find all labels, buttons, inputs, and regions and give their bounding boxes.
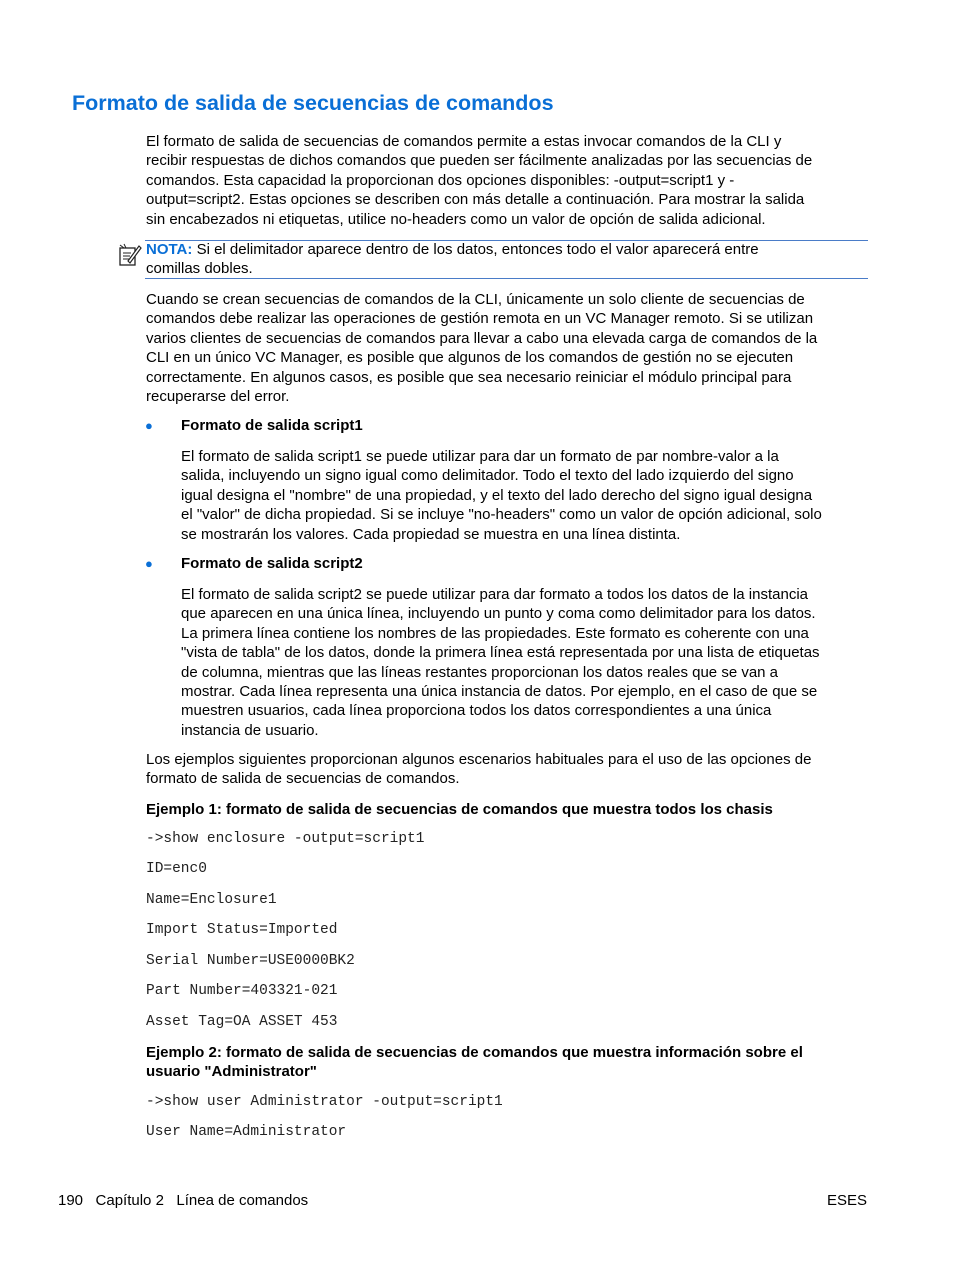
note-body: Si el delimitador aparece dentro de los datos, entonces todo el valor aparecerá entre comillas dobles.	[146, 241, 759, 278]
bullet-text-script1: El formato de salida script1 se puede utilizar para dar un formato de par nombre-valor a la salida, incluyendo un signo igual como delimitador. Todo el texto del lado izquierdo del signo igual designa el "nombre" de una propiedad, y el texto del lado derecho del signo igual designa el "valor" de dicha propiedad. Si se incluye "no-headers" como un valor de opción adicional, solo se mostrarán los valores. Cada propiedad se muestra en una línea distinta.	[181, 448, 822, 543]
code-line: ID=enc0	[146, 861, 207, 877]
cli-scripting-paragraph: Cuando se crean secuencias de comandos de la CLI, únicamente un solo cliente de secuencias de comandos debe realizar las operaciones de gestión remota en un VC Manager remoto. Si se utilizan varios clientes de secuencias de comandos para llevar a cabo una elevada carga de comandos de la CLI en un único VC Manager, es posible que algunos de los comandos de gestión no se ejecuten correctamente. En algunos casos, es posible que sea necesario reiniciar el módulo principal para recuperarse del error.	[146, 291, 818, 406]
bullet-marker: ●	[145, 556, 153, 571]
bullet-marker: ●	[145, 418, 153, 433]
note-pencil-icon	[118, 243, 142, 267]
note-label: NOTA:	[146, 241, 193, 258]
section-heading: Formato de salida de secuencias de comandos	[72, 91, 554, 115]
examples-intro-paragraph: Los ejemplos siguientes proporcionan algunos escenarios habituales para el uso de las opciones de formato de salida de secuencias de comandos.	[146, 751, 812, 788]
note-box	[116, 239, 868, 279]
bullet-title-script2: Formato de salida script2	[181, 555, 363, 572]
intro-paragraph: El formato de salida de secuencias de comandos permite a estas invocar comandos de la CLI y recibir respuestas de dichos comandos que pueden ser fácilmente analizadas por las secuencias de comandos. Esta capacidad la proporcionan dos opciones disponibles: -output=script1 y - output=script2. Estas opciones se describen con más detalle a continuación. Para mostrar la salida sin encabezados ni etiquetas, utilice no-headers como un valor de opción de salida adicional.	[146, 133, 813, 228]
example1-title: Ejemplo 1: formato de salida de secuencias de comandos que muestra todos los chasis	[146, 801, 773, 818]
footer-locale: ESES	[826, 1192, 867, 1209]
code-line: Asset Tag=OA ASSET 453	[146, 1014, 338, 1030]
code-line: ->show enclosure -output=script1	[146, 831, 425, 847]
code-line: Import Status=Imported	[146, 922, 338, 938]
example2-title: Ejemplo 2: formato de salida de secuencias de comandos que muestra información sobre el usuario "Administrator"	[146, 1044, 803, 1081]
code-line: User Name=Administrator	[146, 1124, 347, 1140]
footer-page-info: 190 Capítulo 2 Línea de comandos	[58, 1192, 309, 1209]
note-bottom-rule	[145, 278, 868, 279]
bullet-text-script2: El formato de salida script2 se puede utilizar para dar formato a todos los datos de la instancia que aparecen en una única línea, incluyendo un punto y coma como delimitador para los datos. La primera línea contiene los nombres de las propiedades. Este formato es coherente con una "vista de tabla" de los datos, donde la primera línea está representada por una lista de etiquetas de columna, mientras que las líneas restantes proporcionan los datos reales que se van a mostrar. Cada línea representa una única instancia de datos. Por ejemplo, en el caso de que se muestren usuarios, cada línea proporciona todos los datos correspondientes a una única instancia de usuario.	[181, 586, 820, 739]
note-text	[146, 240, 870, 279]
code-line: ->show user Administrator -output=script1	[146, 1094, 503, 1110]
bullet-title-script1: Formato de salida script1	[181, 417, 363, 434]
code-line: Serial Number=USE0000BK2	[146, 953, 355, 969]
code-line: Part Number=403321-021	[146, 983, 338, 999]
code-line: Name=Enclosure1	[146, 892, 277, 908]
